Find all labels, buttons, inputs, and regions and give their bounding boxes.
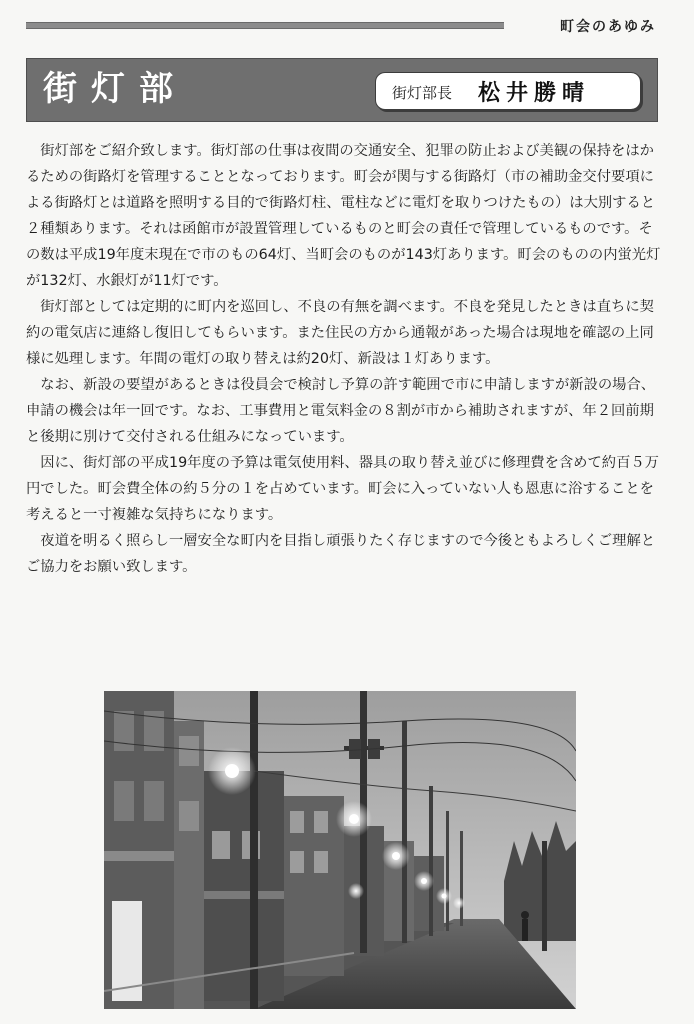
street-scene-illustration	[104, 691, 576, 1009]
paragraph-4: 因に、街灯部の平成19年度の予算は電気使用料、器具の取り替え並びに修理費を含めて約百５万円でした。町会費全体の約５分の１を占めています。町会に入っていない人も恩恵に浴することを考えると一寸複雑な気持ちになります。	[26, 455, 659, 523]
article-body	[26, 138, 666, 580]
running-title: 町会のあゆみ	[560, 19, 656, 35]
section-banner	[26, 58, 658, 122]
paragraph-1: 街灯部をご紹介致します。街灯部の仕事は夜間の交通安全、犯罪の防止および美観の保持をはかるための街路灯を管理することとなっております。町会が関与する街路灯（市の補助金交付要項による街路灯とは道路を照明する目的で街路灯柱、電柱などに電灯を取りつけたもの）は大別すると２種類あります。それは函館市が設置管理しているものと町会の責任で管理しているものです。その数は平成19年度末現在で市のもの64灯、当町会のものが143灯あります。町会のものの内蛍光灯が132灯、水銀灯が11灯です。	[26, 143, 661, 289]
author-name: 松井勝晴	[478, 81, 591, 106]
paragraph-2: 街灯部としては定期的に町内を巡回し、不良の有無を調べます。不良を発見したときは直ちに契約の電気店に連絡し復旧してもらいます。また住民の方から通報があった場合は現地を確認の上同様に処理します。年間の電灯の取り替えは約20灯、新設は１灯あります。	[26, 299, 654, 367]
paragraph-3: なお、新設の要望があるときは役員会で検討し予算の許す範囲で市に申請しますが新設の場合、申請の機会は年一回です。なお、工事費用と電気料金の８割が市から補助されますが、年２回前期と後期に別けて交付される仕組みになっています。	[26, 377, 656, 445]
street-night-photo	[104, 691, 576, 1009]
running-header	[26, 14, 658, 40]
section-title: 街灯部	[43, 69, 187, 109]
paragraph-5: 夜道を明るく照らし一層安全な町内を目指し頑張りたく存じますので今後ともよろしくご理解とご協力をお願い致します。	[26, 533, 656, 575]
header-rule	[26, 22, 504, 29]
author-role: 街灯部長	[392, 84, 453, 102]
author-name-plate	[375, 72, 641, 110]
